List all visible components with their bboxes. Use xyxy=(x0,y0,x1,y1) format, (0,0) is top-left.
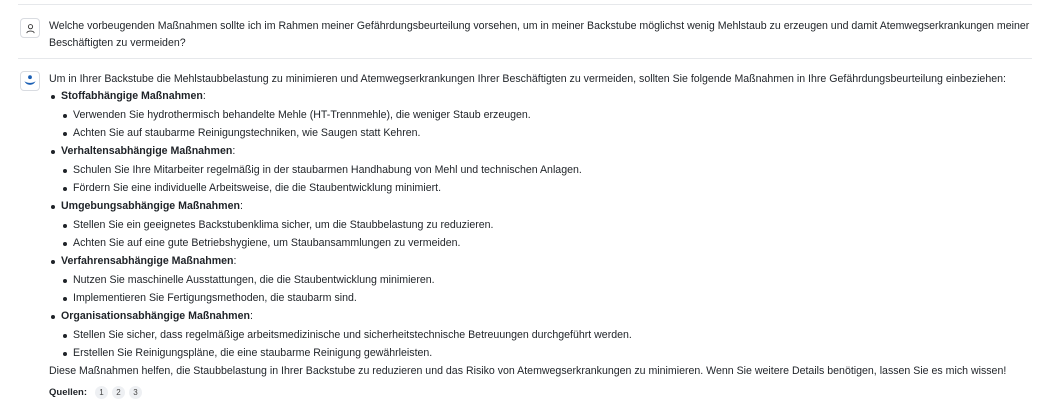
list-item: Verwenden Sie hydrothermisch behandelte Mehle (HT-Trennmehle), die weniger Staub erzeugen. xyxy=(49,107,1034,125)
section-title: Stoffabhängige Maßnahmen xyxy=(61,90,203,102)
assistant-logo-icon xyxy=(23,74,37,88)
section-heading: Organisationsabhängige Maßnahmen: xyxy=(49,308,1034,325)
user-message: Welche vorbeugenden Maßnahmen sollte ich im Rahmen meiner Gefährdungsbeurteilung vorsehen, um in meiner Backstube möglichst wenig Mehlstaub zu erzeugen und damit Atemwegserkrankungen meiner Beschäftigten zu vermeiden? xyxy=(49,20,1030,49)
user-icon xyxy=(25,23,36,34)
assistant-message xyxy=(49,71,1034,380)
list-item: Erstellen Sie Reinigungspläne, die eine staubarme Reinigung gewährleisten. xyxy=(49,345,1034,363)
measure-section xyxy=(49,308,1034,362)
section-items xyxy=(49,217,1034,252)
list-item: Fördern Sie eine individuelle Arbeitsweise, die die Staubentwicklung minimiert. xyxy=(49,180,1034,198)
list-item: Achten Sie auf eine gute Betriebshygiene, um Staubansammlungen zu vermeiden. xyxy=(49,235,1034,253)
measure-section xyxy=(49,198,1034,252)
section-heading: Verhaltensabhängige Maßnahmen: xyxy=(49,143,1034,160)
answer-intro: Um in Ihrer Backstube die Mehlstaubbelastung zu minimieren und Atemwegserkrankungen Ihrer Beschäftigten zu vermeiden, sollten Sie folgende Maßnahmen in Ihre Gefährdungsbeurteilung einbeziehen: xyxy=(49,73,1006,85)
source-chip[interactable]: 1 xyxy=(95,386,108,399)
list-item: Implementieren Sie Fertigungsmethoden, die staubarm sind. xyxy=(49,290,1034,308)
source-chip[interactable]: 2 xyxy=(112,386,125,399)
section-heading: Stoffabhängige Maßnahmen: xyxy=(49,88,1034,105)
measure-section xyxy=(49,143,1034,197)
measures-list xyxy=(49,88,1034,362)
list-item: Stellen Sie ein geeignetes Backstubenklima sicher, um die Staubbelastung zu reduzieren. xyxy=(49,217,1034,235)
section-title: Verfahrensabhängige Maßnahmen xyxy=(61,255,234,267)
section-items xyxy=(49,107,1034,142)
section-items xyxy=(49,162,1034,197)
measure-section xyxy=(49,253,1034,307)
list-item: Achten Sie auf staubarme Reinigungstechniken, wie Saugen statt Kehren. xyxy=(49,125,1034,143)
list-item: Stellen Sie sicher, dass regelmäßige arbeitsmedizinische und sicherheitstechnische Betreuungen durchgeführt werden. xyxy=(49,327,1034,345)
divider xyxy=(18,58,1032,59)
sources-bar xyxy=(49,386,142,399)
section-title: Organisationsabhängige Maßnahmen xyxy=(61,310,250,322)
section-heading: Verfahrensabhängige Maßnahmen: xyxy=(49,253,1034,270)
section-items xyxy=(49,272,1034,307)
list-item: Schulen Sie Ihre Mitarbeiter regelmäßig in der staubarmen Handhabung von Mehl und technischen Anlagen. xyxy=(49,162,1034,180)
section-title: Verhaltensabhängige Maßnahmen xyxy=(61,145,233,157)
section-title: Umgebungsabhängige Maßnahmen xyxy=(61,200,240,212)
list-item: Nutzen Sie maschinelle Ausstattungen, die die Staubentwicklung minimieren. xyxy=(49,272,1034,290)
section-items xyxy=(49,327,1034,362)
measure-section xyxy=(49,88,1034,142)
answer-outro: Diese Maßnahmen helfen, die Staubbelastung in Ihrer Backstube zu reduzieren und das Risiko von Atemwegserkrankungen zu minimieren. Wenn Sie weitere Details benötigen, lassen Sie es mich wissen! xyxy=(49,365,1007,377)
assistant-avatar xyxy=(20,71,40,91)
divider xyxy=(18,4,1032,5)
section-heading: Umgebungsabhängige Maßnahmen: xyxy=(49,198,1034,215)
source-chip[interactable]: 3 xyxy=(129,386,142,399)
sources-label: Quellen: xyxy=(49,387,88,398)
user-avatar xyxy=(20,18,40,38)
